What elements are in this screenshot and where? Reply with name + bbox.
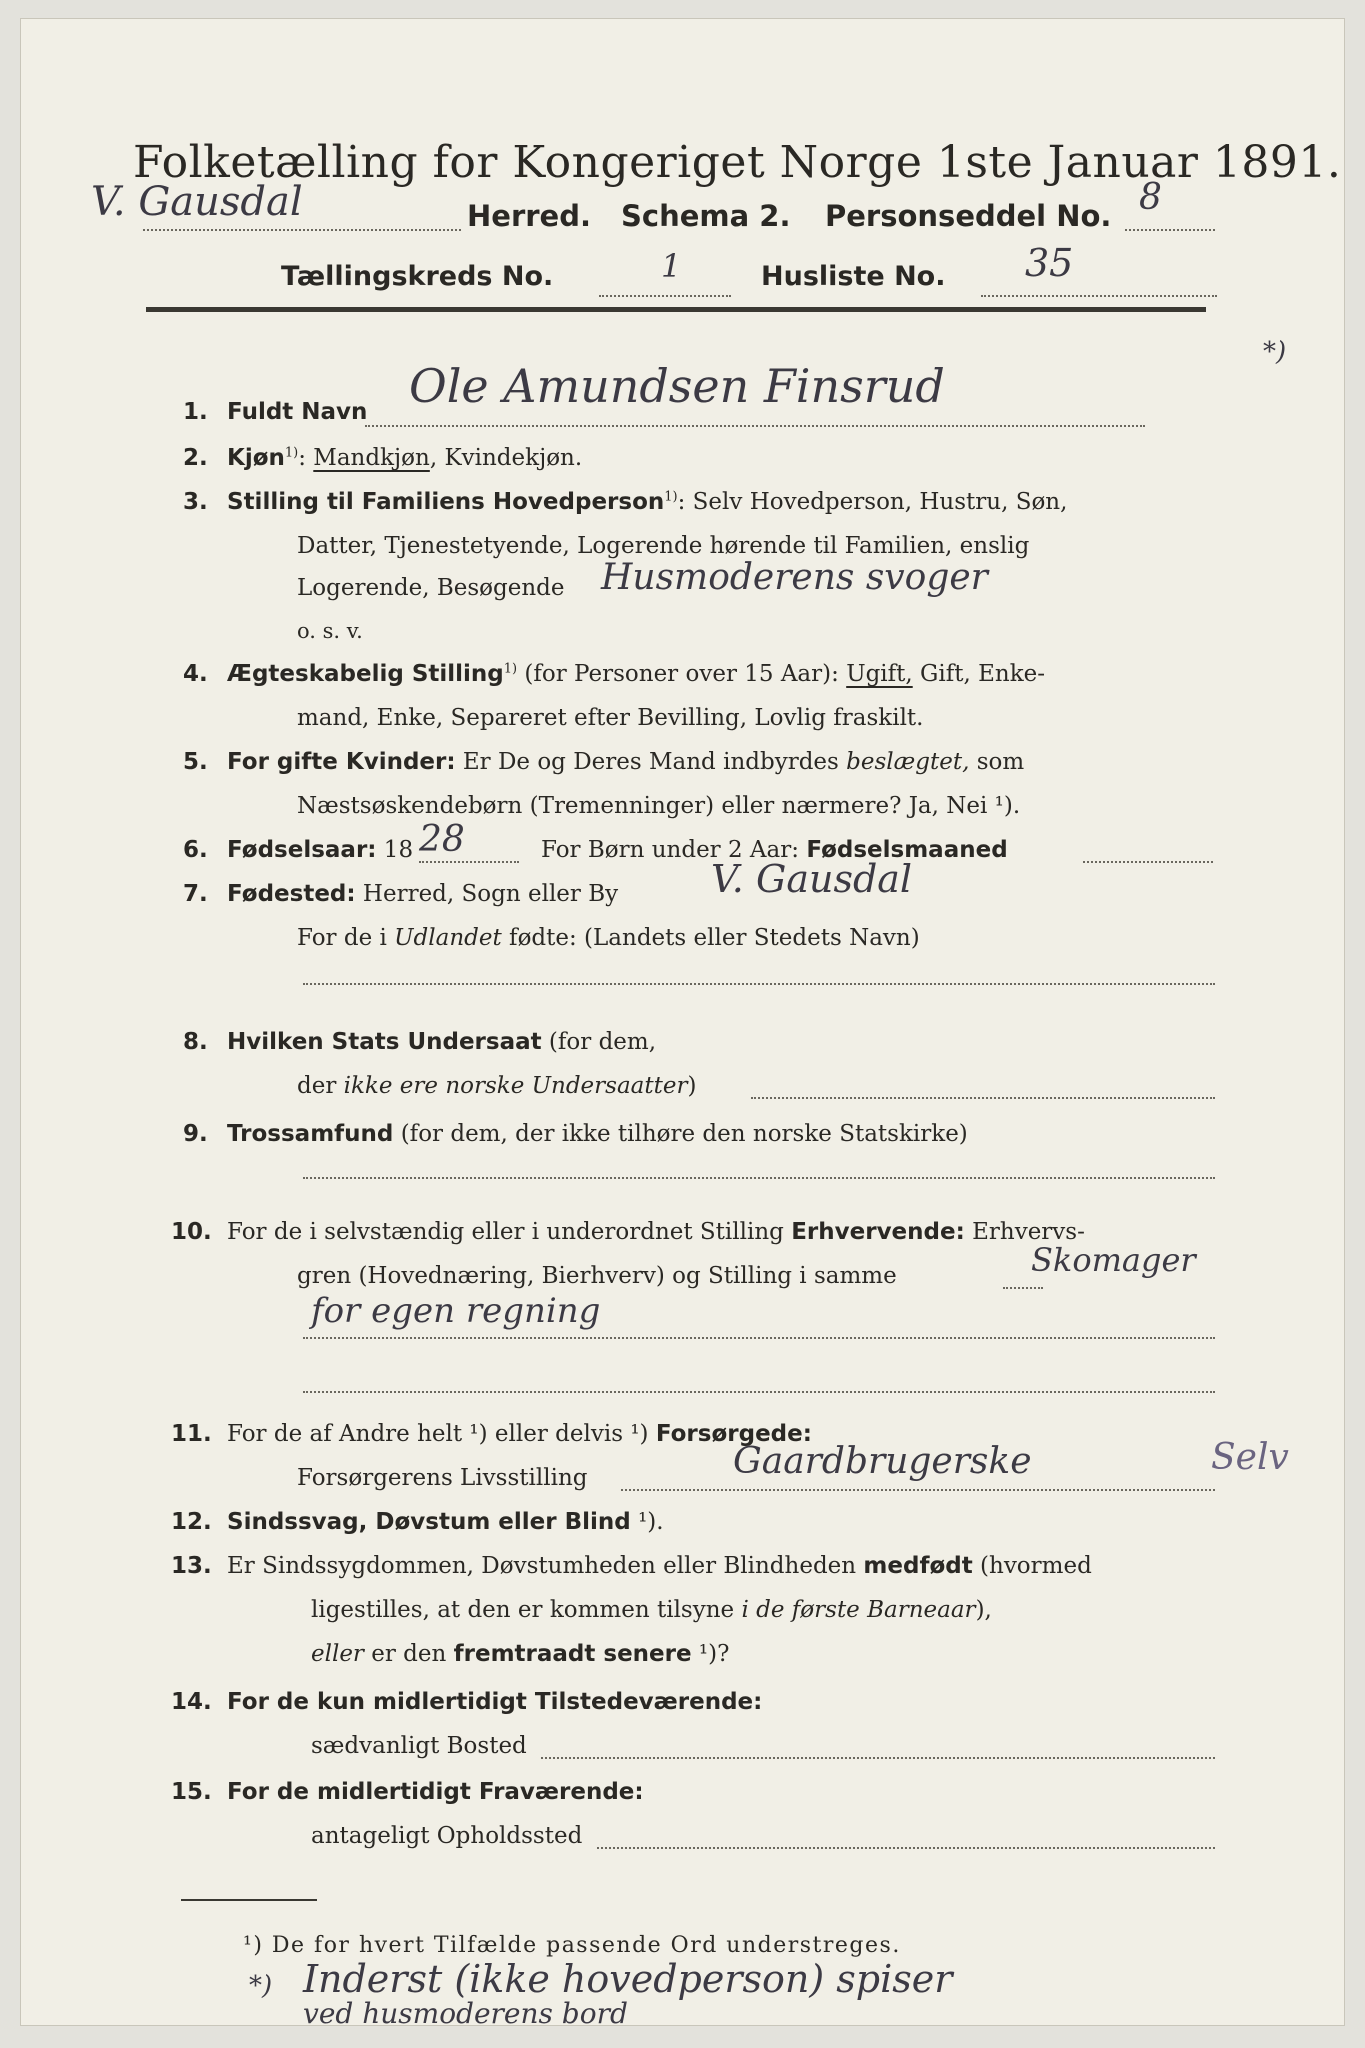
q7-line2: [297, 925, 920, 951]
q4-number: 4.: [183, 661, 208, 687]
q6-rest-text: For Børn under 2 Aar:: [541, 837, 807, 863]
q13-label: medfødt: [863, 1553, 973, 1579]
taellingskreds-value: 1: [661, 247, 682, 285]
q10-occupation-value-line2: for egen regning: [311, 1291, 601, 1331]
q7-number: 7.: [183, 881, 208, 907]
q13-line2b: ),: [975, 1597, 992, 1623]
q15-label: For de midlertidigt Fraværende:: [227, 1779, 644, 1805]
herred-label: Herred.: [467, 199, 591, 233]
personseddel-label: Personseddel No.: [825, 199, 1112, 233]
q5-line1a: Er De og Deres Mand indbyrdes: [455, 749, 847, 775]
q8-line2b: ): [687, 1073, 697, 1099]
q13-emphasis: i de første Barneaar: [741, 1597, 976, 1623]
q10-line2: gren (Hovednæring, Bierhverv) og Stilling i samme: [297, 1263, 897, 1289]
q1-dotted-line: [365, 425, 1145, 427]
q3-relation-value: Husmoderens svoger: [601, 557, 988, 598]
q8-label: Hvilken Stats Undersaat: [227, 1029, 542, 1055]
header-rule: [146, 307, 1206, 312]
q13-line1: [171, 1553, 1092, 1579]
q12-rest: ¹).: [630, 1509, 664, 1535]
taellingskreds-dotted-line: [599, 295, 731, 297]
q1-footnote-mark: *): [1263, 337, 1287, 367]
q6-birth-year-value: 28: [419, 819, 465, 860]
taellingskreds-label: Tællingskreds No.: [281, 261, 554, 292]
herred-dotted-line: [143, 229, 461, 231]
q11-label: Forsørgede:: [655, 1421, 812, 1447]
q12-number: 12.: [171, 1509, 212, 1535]
q13-line3: [311, 1641, 729, 1667]
q13-number: 13.: [171, 1553, 212, 1579]
q8-dotted-line: [751, 1097, 1215, 1099]
q13-line3b: ¹)?: [691, 1641, 730, 1667]
q12-label: Sindssvag, Døvstum eller Blind: [227, 1509, 631, 1535]
q7-line2b: fødte: (Landets eller Stedets Navn): [501, 925, 920, 951]
q1-number: 1.: [183, 399, 208, 425]
q13-line2a: ligestilles, at den er kommen tilsyne: [311, 1597, 742, 1623]
footnote-rule: [181, 1899, 317, 1901]
q13-line2: [311, 1597, 992, 1623]
q13-line1a: Er Sindssygdommen, Døvstumheden eller Blindheden: [227, 1553, 864, 1579]
q5-line2: Næstsøskendebørn (Tremenninger) eller nærmere? Ja, Nei ¹).: [297, 793, 1021, 819]
q11-line1: [171, 1421, 812, 1447]
q8-line2a: der: [297, 1073, 344, 1099]
handwritten-annotation-line2: ved husmoderens bord: [303, 1997, 628, 2026]
q2-option-mandkjon-underlined: Mandkjøn: [313, 445, 430, 471]
q15-dotted-line: [597, 1847, 1215, 1849]
herred-value: V. Gausdal: [91, 179, 303, 225]
q9-row: [183, 1121, 968, 1147]
q4-option-ugift-underlined: Ugift,: [846, 661, 913, 687]
q6-number: 6.: [183, 837, 208, 863]
q15-line2: antageligt Opholdssted: [311, 1823, 583, 1849]
q5-number: 5.: [183, 749, 208, 775]
q12-row: [171, 1509, 664, 1535]
q14-line1: [171, 1689, 762, 1715]
q15-number: 15.: [171, 1779, 212, 1805]
personseddel-dotted-line: [1125, 229, 1215, 231]
q13-label-2: fremtraadt senere: [453, 1641, 692, 1667]
handwritten-annotation-mark: *): [249, 1971, 273, 2001]
q3-line1-text: : Selv Hovedperson, Hustru, Søn,: [677, 489, 1068, 515]
q4-line2: mand, Enke, Separeret efter Bevilling, Lovlig fraskilt.: [297, 705, 924, 731]
personseddel-value: 8: [1139, 177, 1162, 218]
q2-rest: , Kvindekjøn.: [429, 445, 583, 471]
q7-rest: Herred, Sogn eller By: [355, 881, 619, 907]
form-title: Folketælling for Kongeriget Norge 1ste Januar 1891.: [133, 137, 1342, 188]
q10-dotted-line-a: [1003, 1287, 1043, 1289]
q8-line2: [297, 1073, 696, 1099]
q2-row: [183, 445, 582, 471]
q11-number: 11.: [171, 1421, 212, 1447]
q4-line1b: Gift, Enke-: [912, 661, 1046, 687]
q5-line1: [183, 749, 1024, 775]
q13-line3a: er den: [363, 1641, 454, 1667]
q7-line2a: For de i: [297, 925, 395, 951]
q9-rest: (for dem, der ikke tilhøre den norske Statskirke): [393, 1121, 968, 1147]
handwritten-annotation-line1: Inderst (ikke hovedperson) spiser: [303, 1957, 953, 2001]
q8-number: 8.: [183, 1029, 208, 1055]
q11-line1a: For de af Andre helt ¹) eller delvis ¹): [227, 1421, 656, 1447]
q8-line1: (for dem,: [541, 1029, 657, 1055]
schema-label: Schema 2.: [621, 199, 791, 233]
q9-dotted-line: [303, 1177, 1215, 1179]
q14-label: For de kun midlertidigt Tilstedeværende:: [227, 1689, 763, 1715]
q10-dotted-line-b: [303, 1337, 1215, 1339]
q6-year-dotted-line: [419, 861, 519, 863]
q6-label: Fødselsaar:: [227, 837, 377, 863]
q2-footnote-ref: 1): [284, 445, 299, 461]
q1-label: Fuldt Navn: [227, 399, 368, 425]
q3-label: Stilling til Familiens Hovedperson: [227, 489, 665, 515]
q13-emphasis-2: eller: [311, 1641, 364, 1667]
q3-number: 3.: [183, 489, 208, 515]
q10-number: 10.: [171, 1219, 212, 1245]
q10-line1a: For de i selvstændig eller i underordnet Stilling: [227, 1219, 792, 1245]
q2-label: Kjøn: [227, 445, 285, 471]
q4-footnote-ref: 1): [503, 661, 518, 677]
q14-dotted-line: [541, 1757, 1215, 1759]
q2-colon: :: [298, 445, 306, 471]
q9-label: Trossamfund: [227, 1121, 394, 1147]
q14-number: 14.: [171, 1689, 212, 1715]
q6-row: [183, 837, 413, 863]
q3-line2: Datter, Tjenestetyende, Logerende hørende til Familien, enslig: [297, 533, 1030, 559]
q4-line1a: (for Personer over 15 Aar):: [517, 661, 847, 687]
q3-line4: o. s. v.: [297, 619, 363, 643]
q1-full-name-value: Ole Amundsen Finsrud: [409, 359, 945, 413]
q6-prefix: 18: [376, 837, 414, 863]
q7-emphasis: Udlandet: [394, 925, 502, 951]
q11-provider-value: Gaardbrugerske: [733, 1441, 1032, 1482]
q5-label: For gifte Kvinder:: [227, 749, 456, 775]
footnote-text: ¹) De for hvert Tilfælde passende Ord understreges.: [243, 1933, 901, 1958]
q4-label: Ægteskabelig Stilling: [227, 661, 504, 687]
q2-number: 2.: [183, 445, 208, 471]
q7-birthplace-value: V. Gausdal: [711, 857, 913, 901]
q14-line2: sædvanligt Bosted: [311, 1733, 527, 1759]
q9-number: 9.: [183, 1121, 208, 1147]
q5-emphasis: beslægtet,: [846, 749, 970, 775]
q15-line1: [171, 1779, 644, 1805]
husliste-dotted-line: [981, 295, 1217, 297]
q11-line2: Forsørgerens Livsstilling: [297, 1465, 588, 1491]
q6-month-dotted-line: [1083, 861, 1213, 863]
q11-provider-value-2: Selv: [1211, 1437, 1289, 1478]
q3-footnote-ref: 1): [664, 489, 678, 505]
q4-line1: [183, 661, 1045, 687]
q7-line1: [183, 881, 618, 907]
husliste-label: Husliste No.: [761, 261, 946, 292]
q8-emphasis: ikke ere norske Undersaatter: [343, 1073, 688, 1099]
q10-dotted-line-c: [303, 1391, 1215, 1393]
q10-occupation-value: Skomager: [1031, 1241, 1196, 1279]
q8-line1: [183, 1029, 656, 1055]
q10-line1: [171, 1219, 1085, 1245]
q7-dotted-line: [303, 983, 1215, 985]
q3-line1: [183, 489, 1067, 515]
q13-line1b: (hvormed: [972, 1553, 1092, 1579]
q1-row: [183, 399, 367, 425]
q5-line1b: som: [969, 749, 1025, 775]
q7-label: Fødested:: [227, 881, 356, 907]
census-form-sheet: [20, 18, 1345, 2026]
q3-line3: Logerende, Besøgende: [297, 575, 565, 601]
q10-line1b: Erhvervs-: [964, 1219, 1085, 1245]
q6-birth-month-label: Fødselsmaaned: [806, 837, 1008, 863]
q10-label: Erhvervende:: [791, 1219, 965, 1245]
husliste-value: 35: [1025, 241, 1074, 285]
q11-dotted-line: [621, 1489, 1215, 1491]
